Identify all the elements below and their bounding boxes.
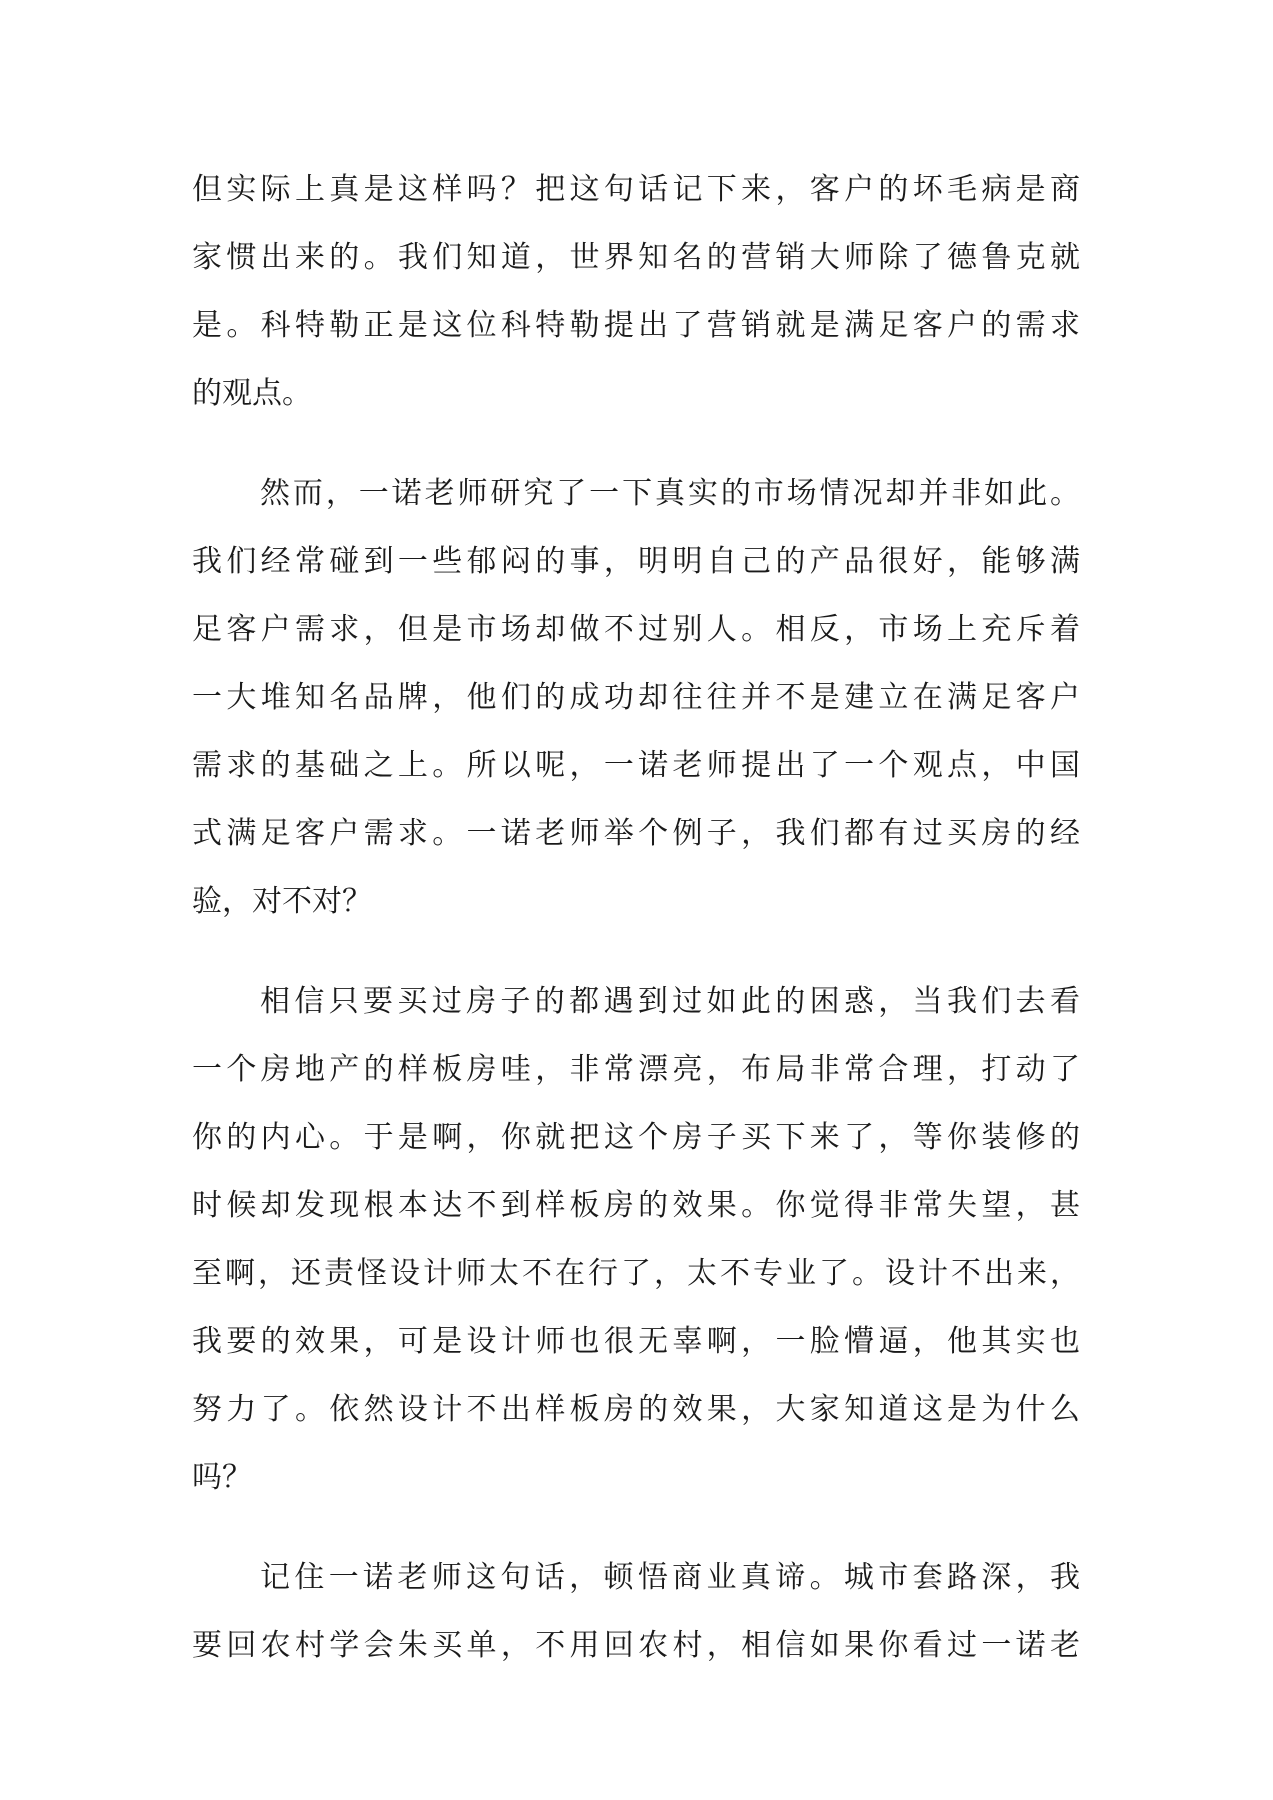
text-line: 至啊，还责怪设计师太不在行了，太不专业了。设计不出来， bbox=[192, 1256, 1080, 1291]
text-line: 需求的基础之上。所以呢，一诺老师提出了一个观点，中国 bbox=[192, 748, 1080, 783]
text-line: 一个房地产的样板房哇，非常漂亮，布局非常合理，打动了 bbox=[192, 1052, 1080, 1087]
text-line: 然而，一诺老师研究了一下真实的市场情况却并非如此。 bbox=[260, 476, 1080, 511]
text-line: 你的内心。于是啊，你就把这个房子买下来了，等你装修的 bbox=[192, 1120, 1080, 1155]
text-line: 验，对不对？ bbox=[192, 884, 372, 919]
text-line: 是。科特勒正是这位科特勒提出了营销就是满足客户的需求 bbox=[192, 308, 1080, 343]
text-line: 家惯出来的。我们知道，世界知名的营销大师除了德鲁克就 bbox=[192, 240, 1080, 275]
paragraph-1 bbox=[192, 156, 1080, 428]
text-line: 相信只要买过房子的都遇到过如此的困惑，当我们去看 bbox=[260, 984, 1080, 1019]
paragraph-4 bbox=[192, 1544, 1080, 1680]
paragraph-3 bbox=[192, 968, 1080, 1512]
text-line: 一大堆知名品牌，他们的成功却往往并不是建立在满足客户 bbox=[192, 680, 1080, 715]
text-line: 吗？ bbox=[192, 1460, 252, 1495]
paragraph-2 bbox=[192, 460, 1080, 936]
text-line: 我要的效果，可是设计师也很无辜啊，一脸懵逼，他其实也 bbox=[192, 1324, 1080, 1359]
text-line: 时候却发现根本达不到样板房的效果。你觉得非常失望，甚 bbox=[192, 1188, 1080, 1223]
text-line: 我们经常碰到一些郁闷的事，明明自己的产品很好，能够满 bbox=[192, 544, 1080, 579]
text-line: 努力了。依然设计不出样板房的效果，大家知道这是为什么 bbox=[192, 1392, 1080, 1427]
text-line: 记住一诺老师这句话，顿悟商业真谛。城市套路深，我 bbox=[260, 1560, 1080, 1595]
text-line: 要回农村学会朱买单，不用回农村，相信如果你看过一诺老 bbox=[192, 1628, 1080, 1663]
text-line: 足客户需求，但是市场却做不过别人。相反，市场上充斥着 bbox=[192, 612, 1080, 647]
document-body bbox=[192, 156, 1080, 1712]
text-line: 但实际上真是这样吗？把这句话记下来，客户的坏毛病是商 bbox=[192, 172, 1080, 207]
text-line: 的观点。 bbox=[192, 376, 312, 411]
text-line: 式满足客户需求。一诺老师举个例子，我们都有过买房的经 bbox=[192, 816, 1080, 851]
